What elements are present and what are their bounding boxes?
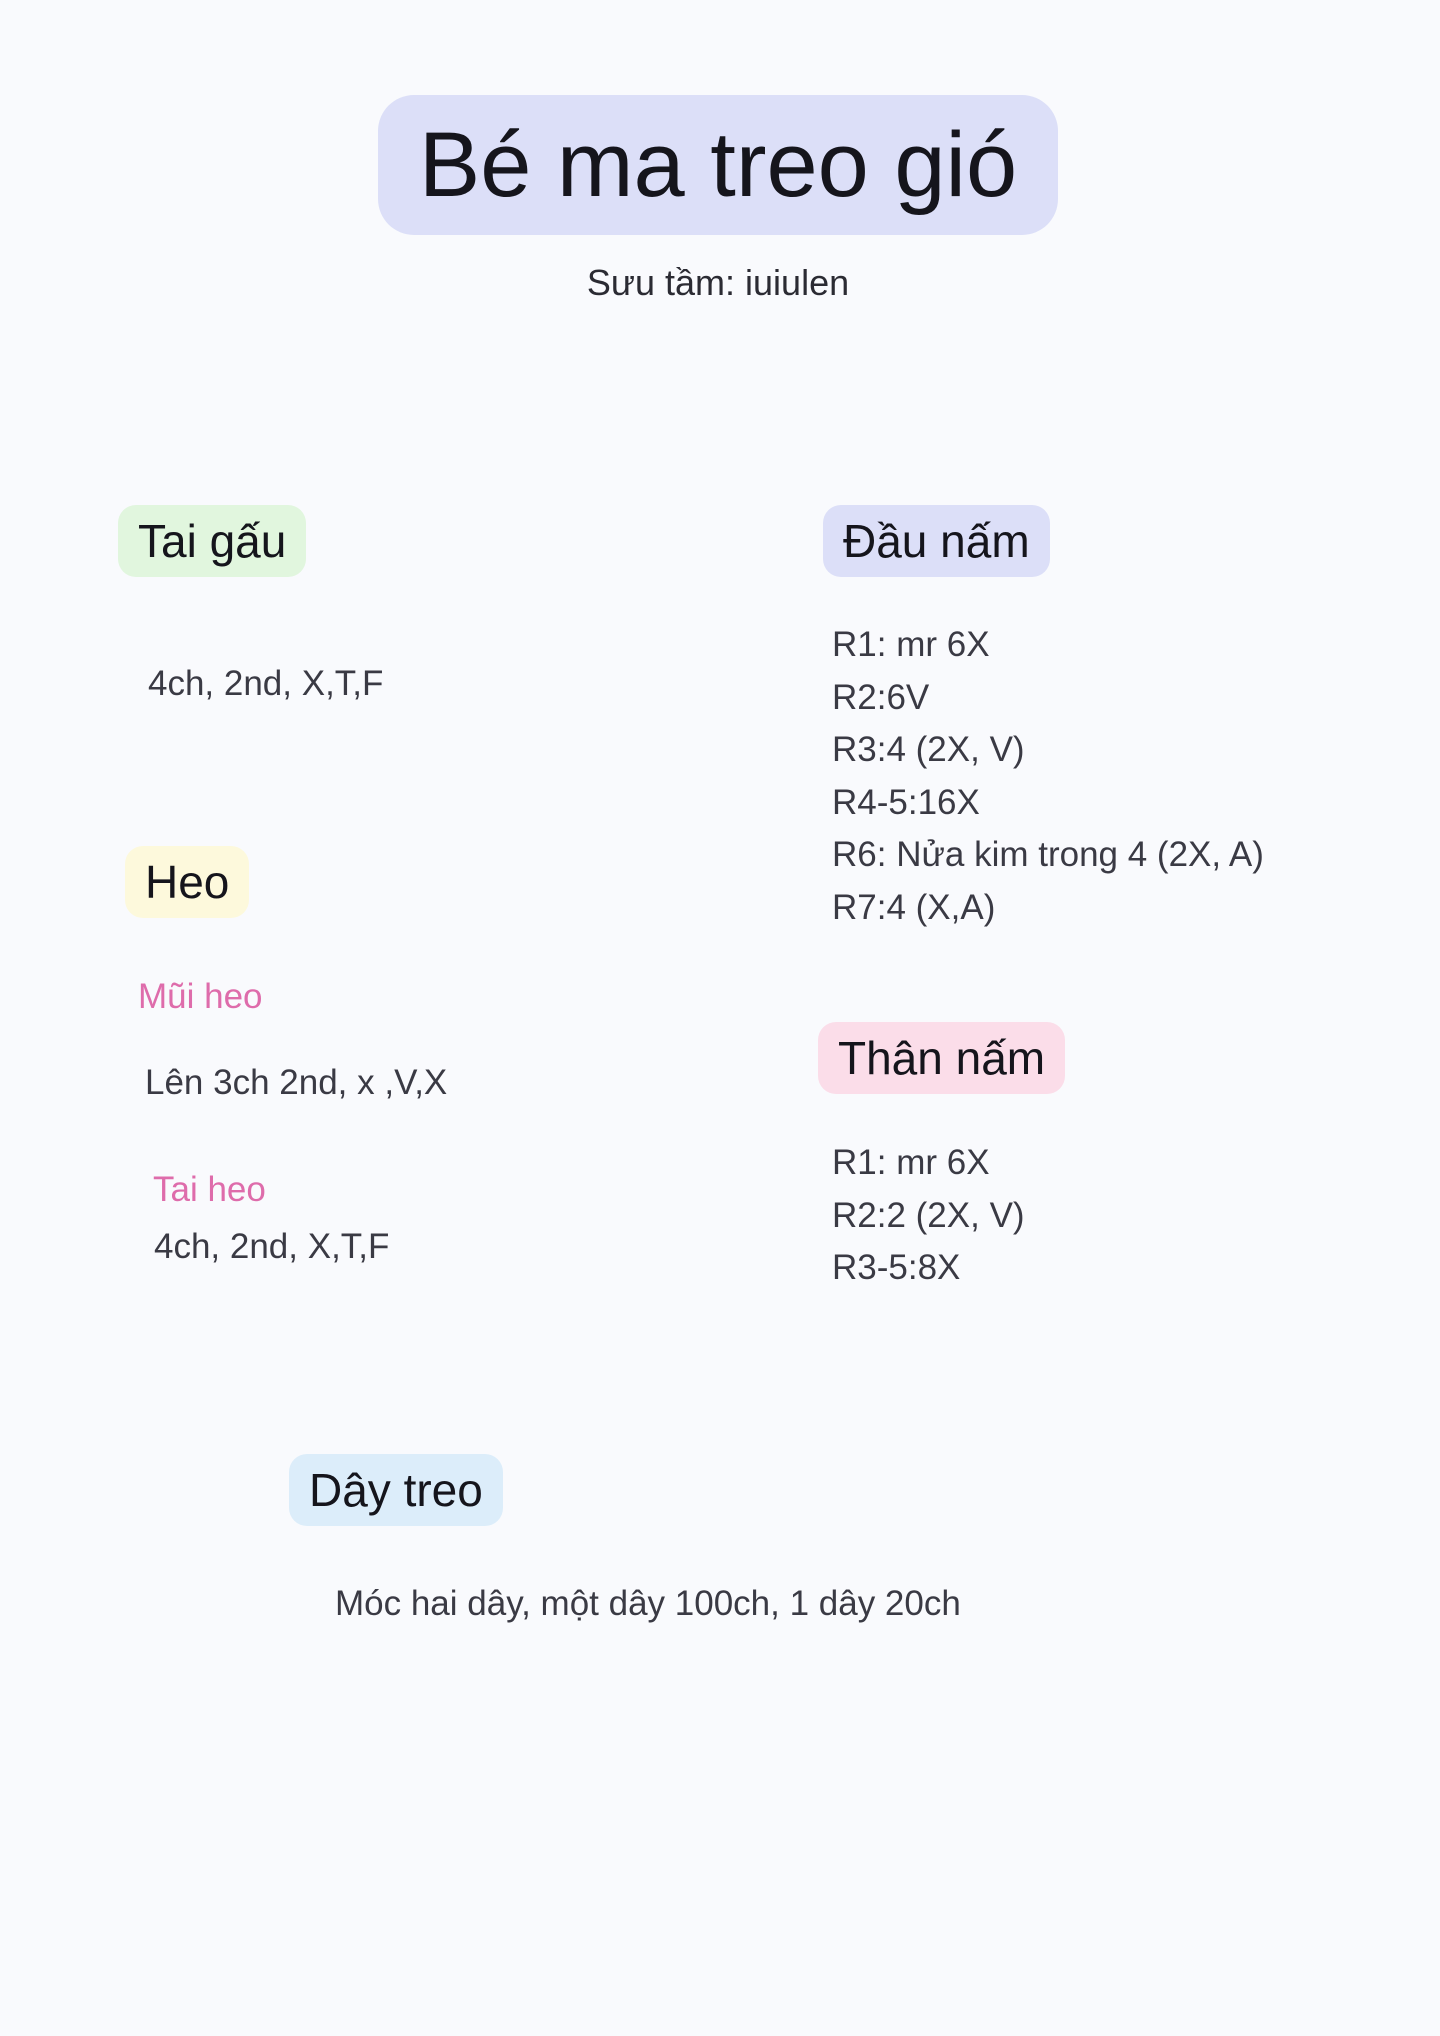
dau-nam-row: R1: mr 6X (832, 625, 990, 664)
section-heading-dau-nam: Đầu nấm (823, 505, 1050, 577)
than-nam-rows (832, 1137, 1025, 1295)
page-subtitle: Sưu tầm: iuiulen (586, 262, 850, 303)
page-title: Bé ma treo gió (378, 95, 1058, 235)
day-treo-instructions: Móc hai dây, một dây 100ch, 1 dây 20ch (335, 1584, 961, 1623)
dau-nam-rows (832, 619, 1264, 935)
tai-heo-label: Tai heo (153, 1170, 266, 1209)
section-heading-day-treo: Dây treo (289, 1454, 503, 1526)
dau-nam-row: R3:4 (2X, V) (832, 730, 1025, 770)
mui-heo-instructions: Lên 3ch 2nd, x ,V,X (145, 1063, 448, 1102)
than-nam-row: R1: mr 6X (832, 1143, 990, 1182)
tai-gau-instructions: 4ch, 2nd, X,T,F (148, 664, 384, 703)
section-heading-heo: Heo (125, 846, 249, 918)
than-nam-row: R2:2 (2X, V) (832, 1195, 1025, 1235)
dau-nam-row: R6: Nửa kim trong 4 (2X, A) (832, 835, 1264, 875)
section-heading-tai-gau: Tai gấu (118, 505, 306, 577)
dau-nam-row: R2:6V (832, 677, 930, 717)
dau-nam-row: R7:4 (X,A) (832, 887, 996, 927)
mui-heo-label: Mũi heo (138, 977, 263, 1016)
section-heading-than-nam: Thân nấm (818, 1022, 1065, 1094)
than-nam-row: R3-5:8X (832, 1248, 961, 1288)
dau-nam-row: R4-5:16X (832, 782, 980, 822)
tai-heo-instructions: 4ch, 2nd, X,T,F (154, 1227, 390, 1266)
